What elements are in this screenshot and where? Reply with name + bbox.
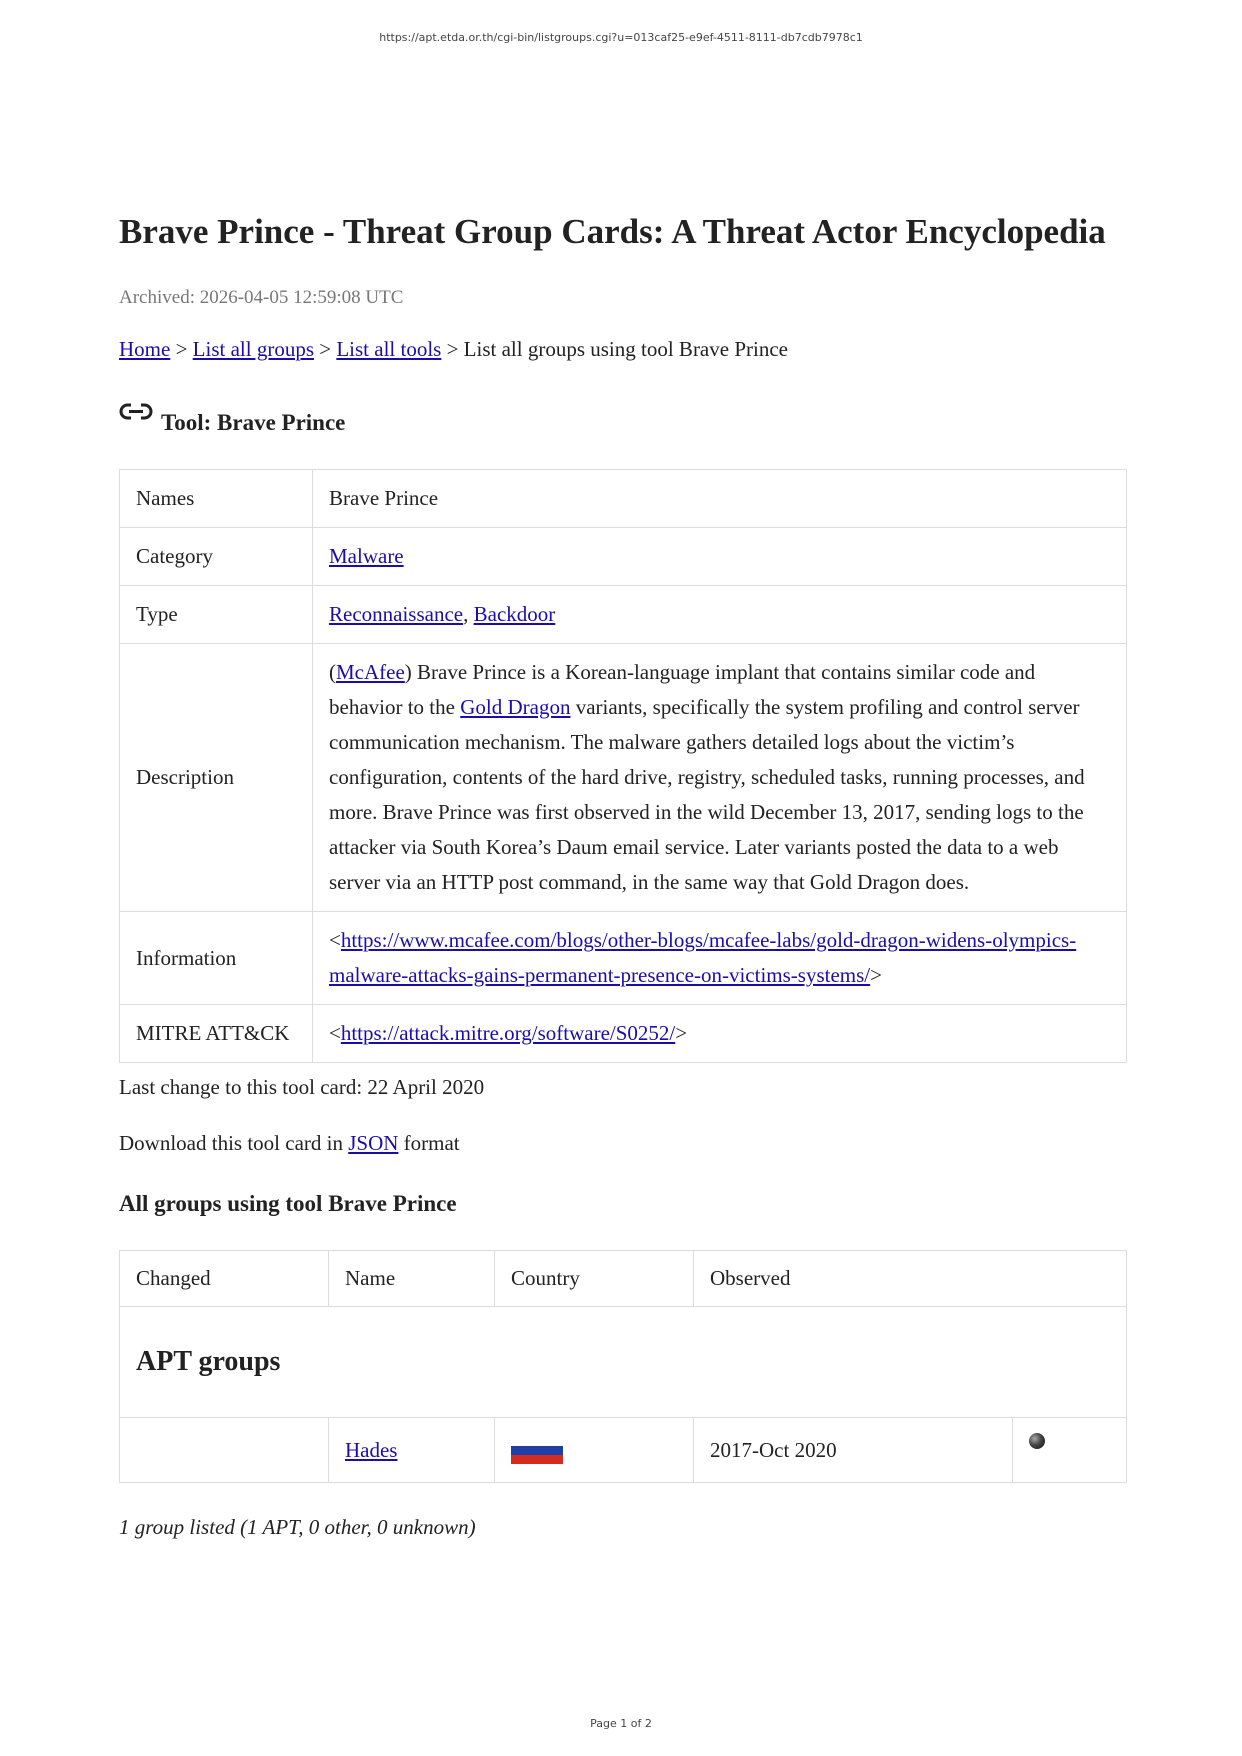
flag-stripe-blue [511, 1446, 563, 1455]
groups-summary: 1 group listed (1 APT, 0 other, 0 unknown) [119, 1515, 476, 1539]
description-open-paren: ( [329, 660, 336, 684]
type-separator: , [463, 602, 474, 626]
groups-heading: All groups using tool Brave Prince [119, 1191, 457, 1216]
type-reconnaissance-link[interactable]: Reconnaissance [329, 602, 464, 626]
information-link[interactable]: https://www.mcafee.com/blogs/other-blogs/mcafee-labs/gold-dragon-widens-olympics-malware-attacks-gains-permanent-presence-on-victims-systems/ [329, 928, 1077, 987]
description-cell [313, 644, 1127, 912]
description-source-link[interactable]: McAfee [336, 660, 405, 684]
json-download-link[interactable]: JSON [348, 1131, 399, 1155]
row-name-cell [329, 1418, 495, 1483]
breadcrumb-separator: > [170, 337, 193, 361]
section-row [120, 1307, 1127, 1418]
angle-close: > [870, 963, 882, 987]
column-header-name: Name [329, 1251, 495, 1307]
breadcrumb-list-groups-link[interactable]: List all groups [192, 337, 314, 361]
row-country-cell [495, 1418, 694, 1483]
type-row [120, 586, 1127, 644]
column-header-country: Country [495, 1251, 694, 1307]
description-row [120, 644, 1127, 912]
category-label: Category [120, 528, 313, 586]
information-label: Information [120, 912, 313, 1005]
download-text: Download this tool card in [119, 1131, 349, 1155]
description-text: variants, specifically the system profiling and control server communication mechanism. The malware gathers detailed logs about the victim’s configuration, contents of the hard drive, registry, scheduled tasks, running processes, and more. Brave Prince was first observed in the wild December 13, 2017, sending logs to the attacker via South Korea’s Daum email service. Later variants posted the data to a web server via an HTTP post command, in the same way that Gold Dragon does. [329, 695, 1085, 894]
type-cell [313, 586, 1127, 644]
mitre-row [120, 1005, 1127, 1063]
breadcrumb-list-tools-link[interactable]: List all tools [336, 337, 442, 361]
mitre-label: MITRE ATT&CK [120, 1005, 313, 1063]
names-value: Brave Prince [313, 470, 1127, 528]
description-label: Description [120, 644, 313, 912]
tool-heading-text: Tool: Brave Prince [161, 410, 346, 435]
flag-stripe-red [511, 1455, 563, 1464]
print-header-url: https://apt.etda.or.th/cgi-bin/listgroups.cgi?u=013caf25-e9ef-4511-8111-db7cdb7978c1 [379, 31, 863, 44]
angle-open: < [329, 1021, 341, 1045]
page-title: Brave Prince - Threat Group Cards: A Threat Actor Encyclopedia [119, 212, 1106, 251]
tool-heading [119, 402, 345, 436]
gold-dragon-link[interactable]: Gold Dragon [460, 695, 571, 719]
section-apt-groups: APT groups [120, 1307, 1127, 1418]
type-backdoor-link[interactable]: Backdoor [473, 602, 556, 626]
groups-header-row [120, 1251, 1127, 1307]
breadcrumb-home-link[interactable]: Home [119, 337, 171, 361]
category-row [120, 528, 1127, 586]
column-header-observed: Observed [694, 1251, 1127, 1307]
angle-open: < [329, 928, 341, 952]
information-cell [313, 912, 1127, 1005]
archived-timestamp: Archived: 2026-04-05 12:59:08 UTC [119, 287, 404, 308]
row-observed: 2017-Oct 2020 [694, 1418, 1013, 1483]
mitre-cell [313, 1005, 1127, 1063]
breadcrumb [119, 337, 788, 362]
russia-flag-icon [511, 1438, 563, 1464]
status-dot-icon [1029, 1433, 1045, 1449]
angle-close: > [675, 1021, 688, 1045]
category-cell [313, 528, 1127, 586]
row-status-cell [1013, 1418, 1127, 1483]
page-number: Page 1 of 2 [590, 1717, 652, 1730]
table-row [120, 1418, 1127, 1483]
flag-stripe-white [511, 1438, 563, 1447]
breadcrumb-separator: > [314, 337, 337, 361]
last-change-text: Last change to this tool card: 22 April 2020 [119, 1075, 485, 1099]
download-text: format [398, 1131, 460, 1155]
row-changed [120, 1418, 329, 1483]
names-label: Names [120, 470, 313, 528]
breadcrumb-current: > List all groups using tool Brave Prince [441, 337, 788, 361]
information-row [120, 912, 1127, 1005]
type-label: Type [120, 586, 313, 644]
column-header-changed: Changed [120, 1251, 329, 1307]
groups-table [119, 1250, 1127, 1483]
category-malware-link[interactable]: Malware [329, 544, 404, 568]
description-text: ) Brave Prince is a Korean-language implant that contains similar code and behavior to the [329, 660, 1036, 719]
names-row [120, 470, 1127, 528]
group-hades-link[interactable]: Hades [345, 1437, 398, 1462]
link-icon [119, 402, 153, 422]
mitre-link[interactable]: https://attack.mitre.org/software/S0252/ [340, 1021, 676, 1045]
download-line [119, 1131, 460, 1156]
tool-info-table [119, 469, 1127, 1063]
